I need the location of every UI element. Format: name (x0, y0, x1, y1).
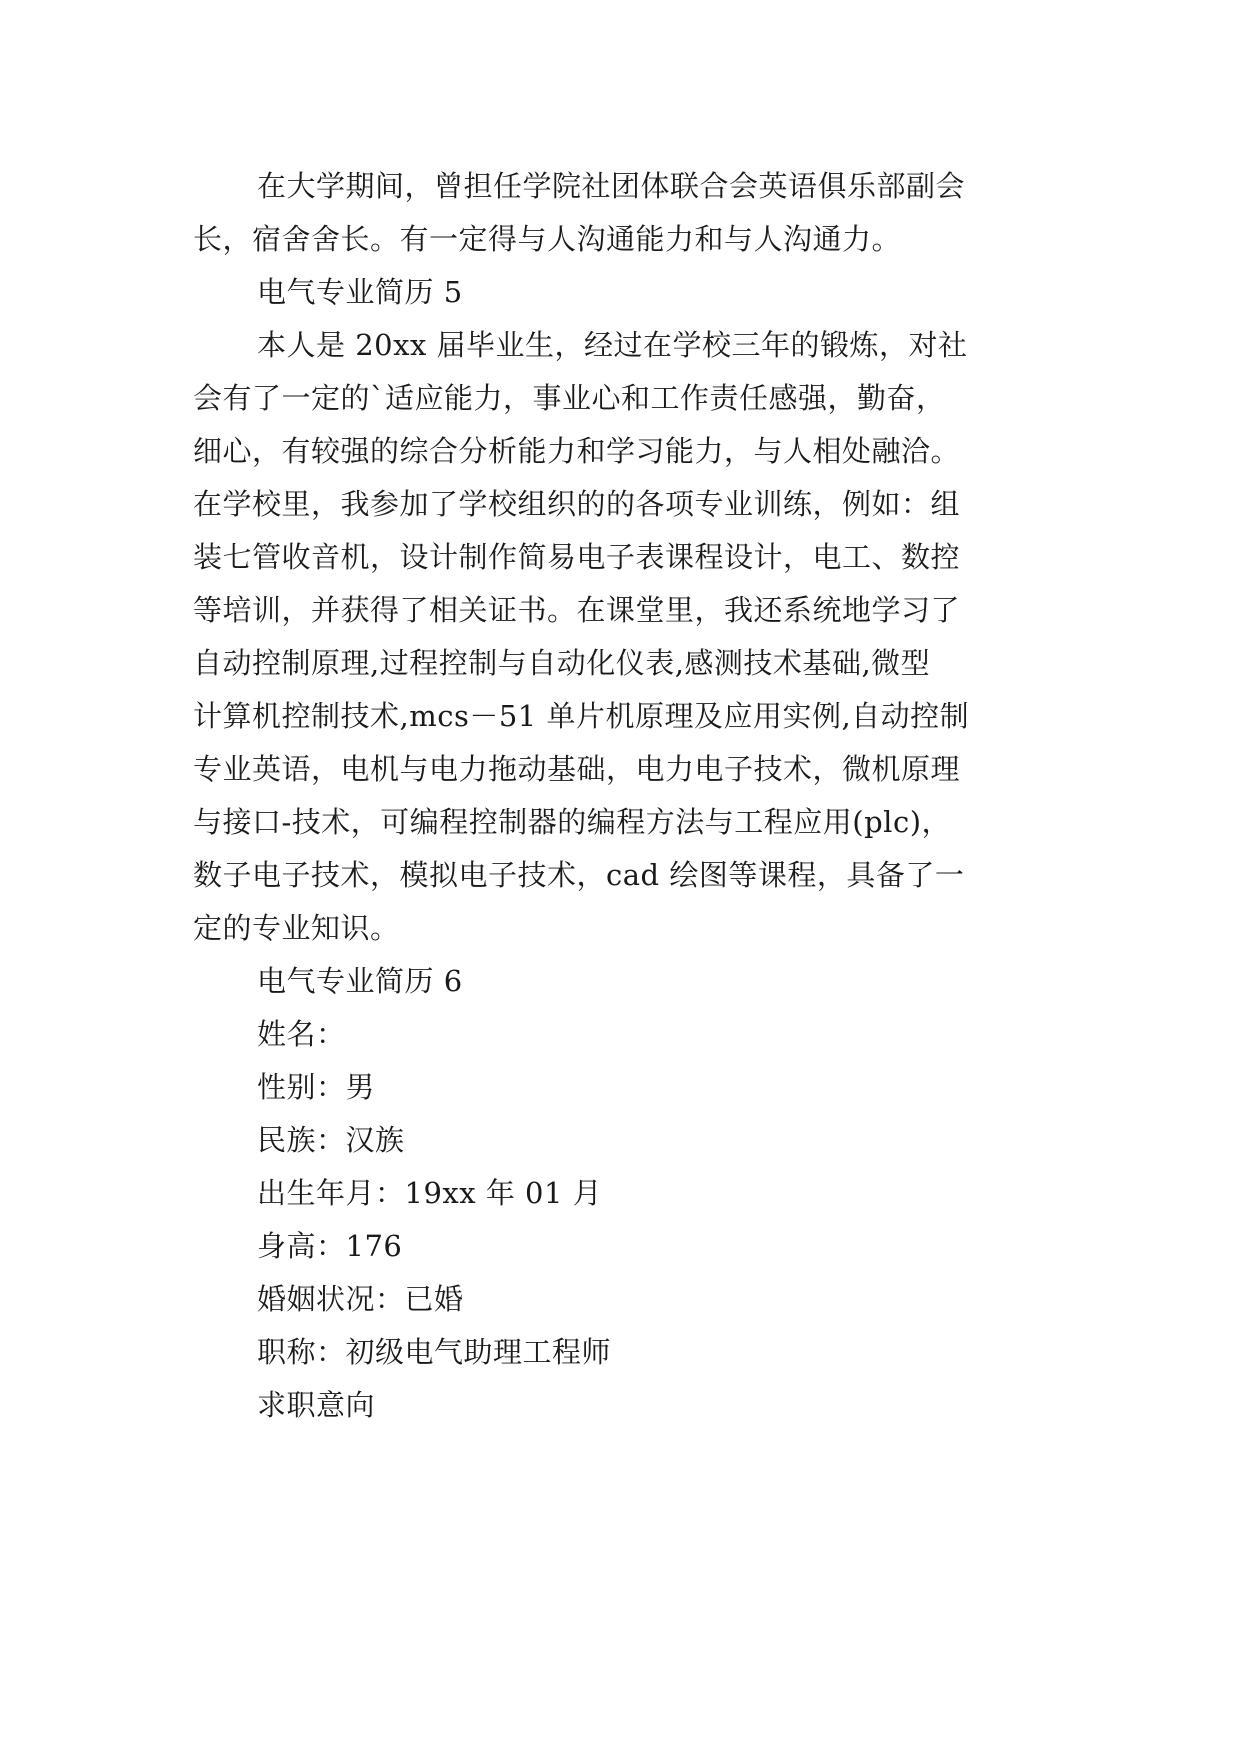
section-heading: 电气专业简历 6 (257, 964, 463, 998)
paragraph-line: 自动控制原理,过程控制与自动化仪表,感测技术基础,微型 (193, 646, 931, 680)
field-ethnicity: 民族：汉族 (257, 1123, 405, 1157)
paragraph-line: 细心，有较强的综合分析能力和学习能力，与人相处融洽。 (193, 434, 961, 468)
paragraph-line: 计算机控制技术,mcs－51 单片机原理及应用实例,自动控制 (193, 699, 970, 733)
paragraph-line: 等培训，并获得了相关证书。在课堂里，我还系统地学习了 (193, 593, 961, 627)
paragraph-line: 数子电子技术，模拟电子技术，cad 绘图等课程，具备了一 (193, 858, 965, 892)
field-name: 姓名： (257, 1017, 346, 1051)
field-title: 职称：初级电气助理工程师 (257, 1335, 612, 1369)
paragraph-line: 专业英语，电机与电力拖动基础，电力电子技术，微机原理 (193, 752, 961, 786)
paragraph-line: 本人是 20xx 届毕业生，经过在学校三年的锻炼，对社 (257, 328, 968, 362)
paragraph-line: 在学校里，我参加了学校组织的的各项专业训练，例如：组 (193, 487, 961, 521)
paragraph-line: 装七管收音机，设计制作简易电子表课程设计，电工、数控 (193, 540, 961, 574)
field-birth-date: 出生年月：19xx 年 01 月 (257, 1176, 603, 1210)
field-marital-status: 婚姻状况：已婚 (257, 1282, 464, 1316)
paragraph-line: 定的专业知识。 (193, 911, 400, 945)
paragraph-line: 与接口-技术，可编程控制器的编程方法与工程应用(plc)， (193, 805, 952, 839)
field-gender: 性别：男 (257, 1070, 376, 1104)
section-heading: 求职意向 (257, 1388, 376, 1422)
paragraph-line: 长，宿舍舍长。有一定得与人沟通能力和与人沟通力。 (193, 222, 902, 256)
paragraph-line: 在大学期间，曾担任学院社团体联合会英语俱乐部副会 (257, 169, 966, 203)
paragraph-line: 会有了一定的`适应能力，事业心和工作责任感强，勤奋， (193, 381, 946, 415)
field-height: 身高：176 (257, 1229, 403, 1263)
section-heading: 电气专业简历 5 (257, 275, 463, 309)
